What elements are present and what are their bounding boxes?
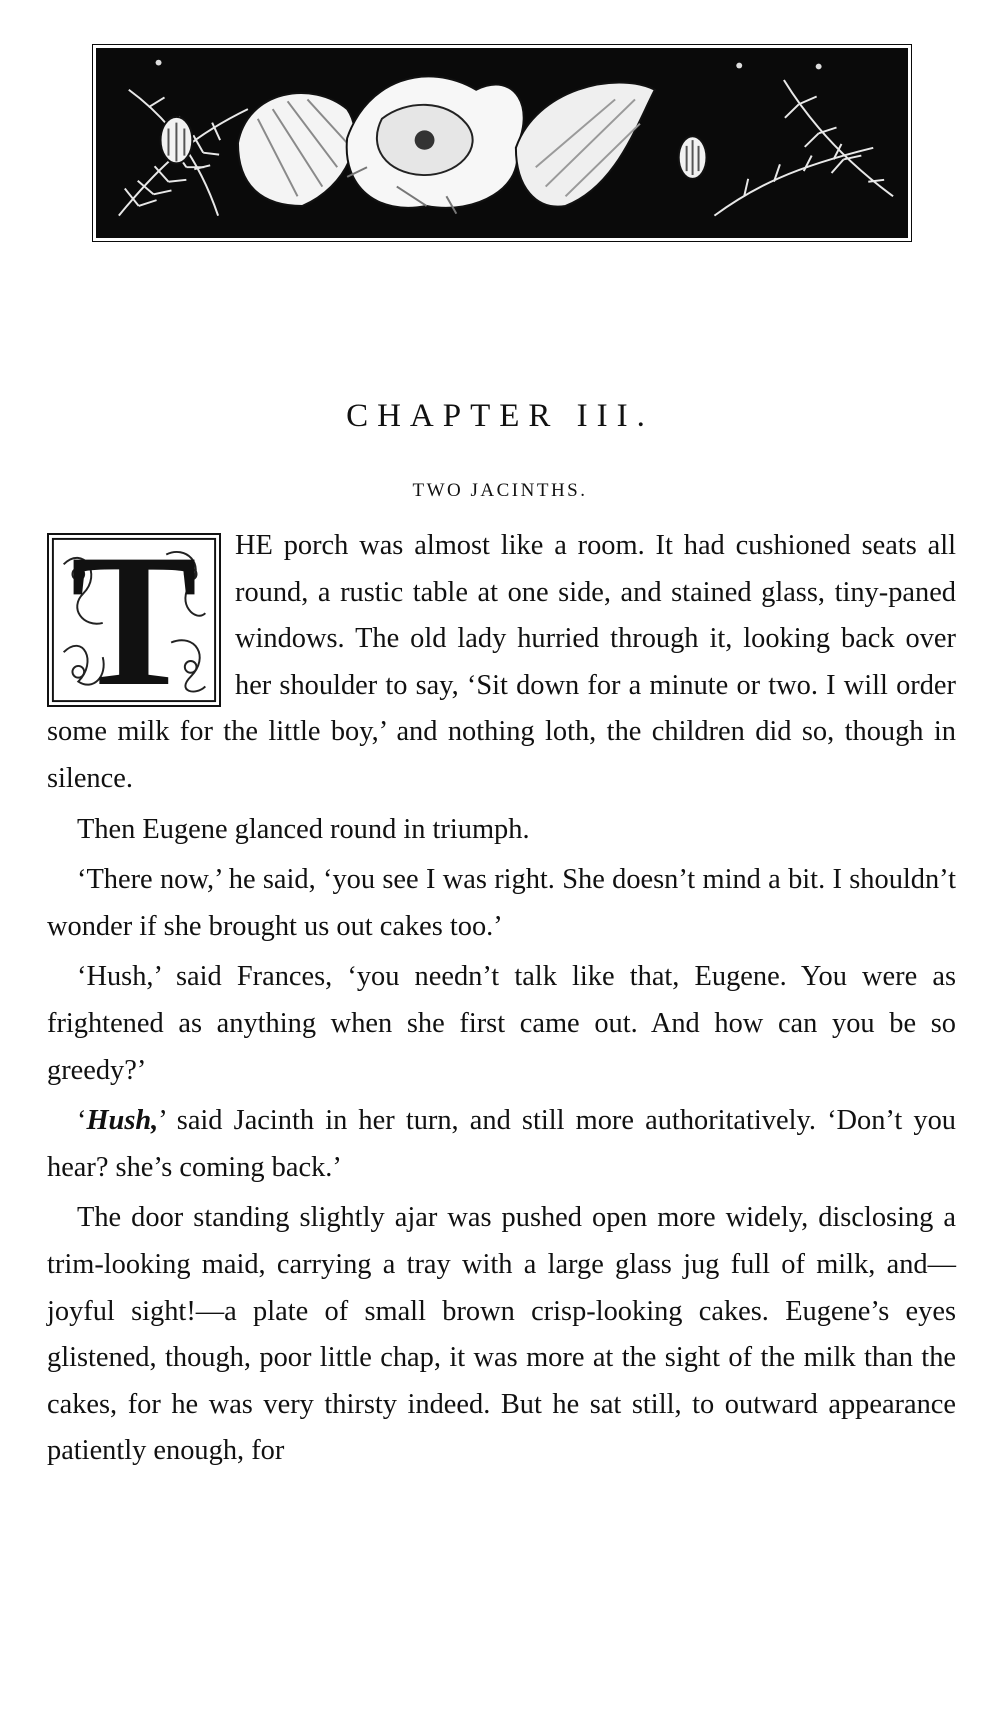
chapter-title: CHAPTER III. [346,398,654,434]
paragraph-5 [47,1098,956,1191]
floral-ornament-icon [99,51,905,235]
paragraph-1-text: HE porch was almost like a room. It had cushioned seats all round, a rustic table at one side, and stained glass, tiny-paned windows. The old lady hurried through it, looking back over her shoulder to say, ‘Sit down for a minute or two. I will order some milk for the little boy,’ and nothing loth, the children did so, though in silence. [47,530,956,794]
chapter-body [47,516,956,1475]
paragraph-1 [47,516,956,803]
chapter-subtitle: TWO JACINTHS. [412,480,588,501]
paragraph-6: The door standing slightly ajar was pushed open more widely, disclosing a trim-looking maid, carrying a tray with a large glass jug full of milk, and—joyful sight!—a plate of small brown crisp-looking cakes. Eugene’s eyes glistened, though, poor little chap, it was more at the sight of the milk than the cakes, for he was very thirsty indeed. But he sat still, to outward appearance patiently enough, for [47,1202,956,1467]
paragraph-5-text: ’ said Jacinth in her turn, and still more authoritatively. ‘Don’t you hear? she’s coming back.’ [47,1105,956,1183]
paragraph-2: Then Eugene glanced round in triumph. [77,813,530,845]
floral-header-ornament [96,48,908,238]
paragraph-4: ‘Hush,’ said Frances, ‘you needn’t talk like that, Eugene. You were as frightened as anything when she first came out. And how can you be so greedy?’ [47,961,956,1086]
decorated-initial [47,516,221,726]
dropcap-letter: T [70,516,198,726]
paragraph-5-open-quote: ‘ [77,1105,87,1137]
paragraph-3: ‘There now,’ he said, ‘you see I was right. She doesn’t mind a bit. I shouldn’t wonder if she brought us out cakes too.’ [47,864,956,942]
paragraph-5-emphasis: Hush, [86,1105,159,1137]
